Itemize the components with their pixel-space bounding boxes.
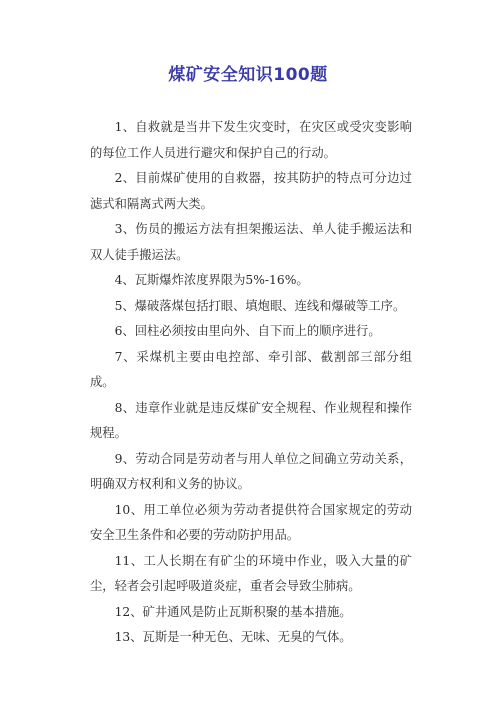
document-title: 煤矿安全知识100题 — [168, 65, 328, 85]
paragraph-1: 1、自救就是当井下发生灾变时，在灾区或受灾变影响的每位工作人员进行避灾和保护自己的行动。 — [90, 120, 412, 160]
paragraph-3: 3、伤员的搬运方法有担架搬运法、单人徒手搬运法和双人徒手搬运法。 — [90, 222, 412, 262]
paragraph-11: 11、工人长期在有矿尘的环境中作业，吸入大量的矿尘，轻者会引起呼吸道炎症，重者会导致尘肺病。 — [90, 553, 412, 593]
paragraph-8: 8、违章作业就是违反煤矿安全规程、作业规程和操作规程。 — [90, 400, 412, 440]
paragraph-7: 7、采煤机主要由电控部、牵引部、截割部三部分组成。 — [90, 349, 412, 389]
paragraph-6: 6、回柱必须按由里向外、自下而上的顺序进行。 — [114, 324, 381, 338]
paragraph-10: 10、用工单位必须为劳动者提供符合国家规定的劳动安全卫生条件和必要的劳动防护用品。 — [90, 502, 412, 542]
document-body — [90, 115, 412, 651]
paragraph-4: 4、瓦斯爆炸浓度界限为5%-16%。 — [114, 273, 309, 287]
paragraph-2: 2、目前煤矿使用的自救器，按其防护的特点可分边过滤式和隔离式两大类。 — [90, 171, 412, 211]
paragraph-9: 9、劳动合同是劳动者与用人单位之间确立劳动关系，明确双方权利和义务的协议。 — [90, 451, 412, 491]
paragraph-12: 12、矿井通风是防止瓦斯积聚的基本措施。 — [114, 604, 352, 619]
paragraph-13: 13、瓦斯是一种无色、无味、无臭的气体。 — [114, 630, 352, 644]
paragraph-5: 5、爆破落煤包括打眼、填炮眼、连线和爆破等工序。 — [114, 298, 406, 313]
